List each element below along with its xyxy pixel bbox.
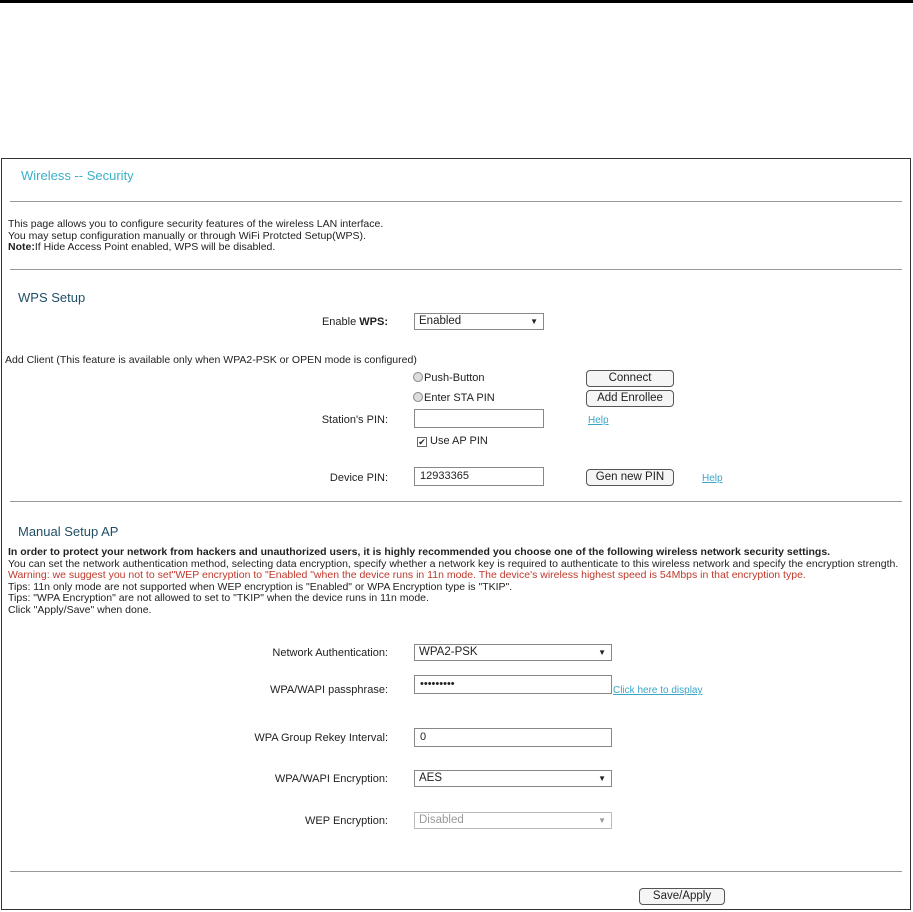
radio-icon [413, 372, 423, 382]
stations-pin-input[interactable] [414, 409, 544, 428]
dropdown-arrow-icon: ▼ [598, 774, 606, 783]
divider [10, 269, 902, 270]
enable-wps-value: Enabled [419, 315, 462, 327]
network-auth-value: WPA2-PSK [419, 646, 478, 658]
manual-line-2: You can set the network authentication method, selecting data encryption, specify whether a network key is required to authenticate to this wireless network and specify the encryption strength. [8, 557, 899, 570]
note-text: If Hide Access Point enabled, WPS will be disabled. [34, 241, 276, 253]
wep-encryption-label: WEP Encryption: [305, 815, 388, 827]
network-auth-label: Network Authentication: [272, 647, 388, 659]
intro-line-1: This page allows you to configure security features of the wireless LAN interface. [8, 218, 384, 230]
push-button-label: Push-Button [424, 372, 485, 384]
rekey-interval-label: WPA Group Rekey Interval: [254, 732, 388, 744]
manual-tip-3: Click "Apply/Save" when done. [8, 603, 152, 616]
enable-wps-label-text: Enable [321, 316, 360, 328]
stations-pin-label: Station's PIN: [321, 414, 388, 426]
dropdown-arrow-icon: ▼ [598, 648, 606, 657]
divider [10, 871, 902, 872]
passphrase-input[interactable]: ••••••••• [414, 675, 612, 694]
top-rule [0, 0, 913, 3]
page-title: Wireless -- Security [21, 168, 134, 183]
wpa-encryption-label: WPA/WAPI Encryption: [274, 773, 388, 785]
device-pin-input[interactable]: 12933365 [414, 467, 544, 486]
radio-icon [413, 392, 423, 402]
wps-heading: WPS Setup [18, 290, 86, 305]
security-panel [1, 158, 911, 910]
wep-encryption-select[interactable] [414, 812, 612, 829]
use-ap-pin-checkbox[interactable] [417, 435, 488, 447]
device-pin-label: Device PIN: [329, 472, 388, 484]
divider [10, 501, 902, 502]
wpa-encryption-select[interactable] [414, 770, 612, 787]
manual-tip-2: Tips: "WPA Encryption" are not allowed to set to "TKIP" when the device runs in 11n mode. [8, 592, 429, 604]
divider [10, 201, 902, 202]
wpa-encryption-value: AES [419, 772, 443, 784]
save-apply-button[interactable]: Save/Apply [639, 888, 725, 905]
note-label: Note: [8, 241, 35, 253]
enter-sta-pin-label: Enter STA PIN [424, 392, 495, 404]
enable-wps-label-bold: WPS: [359, 316, 388, 328]
manual-setup-heading: Manual Setup AP [18, 524, 119, 539]
enable-wps-select[interactable] [414, 313, 544, 330]
enter-sta-pin-radio[interactable] [413, 392, 495, 404]
display-passphrase-link[interactable]: Click here to display [613, 685, 703, 696]
stations-pin-help-link[interactable]: Help [588, 415, 609, 426]
add-enrollee-button[interactable]: Add Enrollee [586, 390, 674, 407]
push-button-radio[interactable] [413, 372, 485, 384]
network-auth-select[interactable] [414, 644, 612, 661]
checkbox-checked-icon: ✔ [418, 437, 426, 447]
use-ap-pin-label: Use AP PIN [430, 435, 488, 447]
wep-encryption-value: Disabled [419, 814, 464, 826]
connect-button[interactable]: Connect [586, 370, 674, 387]
passphrase-label: WPA/WAPI passphrase: [270, 684, 388, 696]
intro-line-2: You may setup configuration manually or through WiFi Protcted Setup(WPS). [8, 229, 366, 242]
dropdown-arrow-icon: ▼ [598, 816, 606, 825]
manual-warning: Warning: we suggest you not to set"WEP encryption to "Enabled "when the device runs in 11n mode. The device's wireless highest speed is 54Mbps in that encryption type. [8, 569, 806, 581]
intro-note [8, 242, 383, 254]
enable-wps-label [188, 316, 388, 328]
page-intro [8, 219, 383, 254]
gen-new-pin-button[interactable]: Gen new PIN [586, 469, 674, 486]
manual-description [8, 547, 898, 616]
dropdown-arrow-icon: ▼ [530, 317, 538, 326]
rekey-interval-input[interactable]: 0 [414, 728, 612, 747]
add-client-text: Add Client (This feature is available only when WPA2-PSK or OPEN mode is configured) [5, 354, 417, 366]
manual-tip-1: Tips: 11n only mode are not supported when WEP encryption is "Enabled" or WPA Encryption type is "TKIP". [8, 580, 513, 593]
device-pin-help-link[interactable]: Help [702, 473, 723, 484]
manual-line-1: In order to protect your network from hackers and unauthorized users, it is highly recommended you choose one of the following wireless network security settings. [8, 546, 831, 558]
